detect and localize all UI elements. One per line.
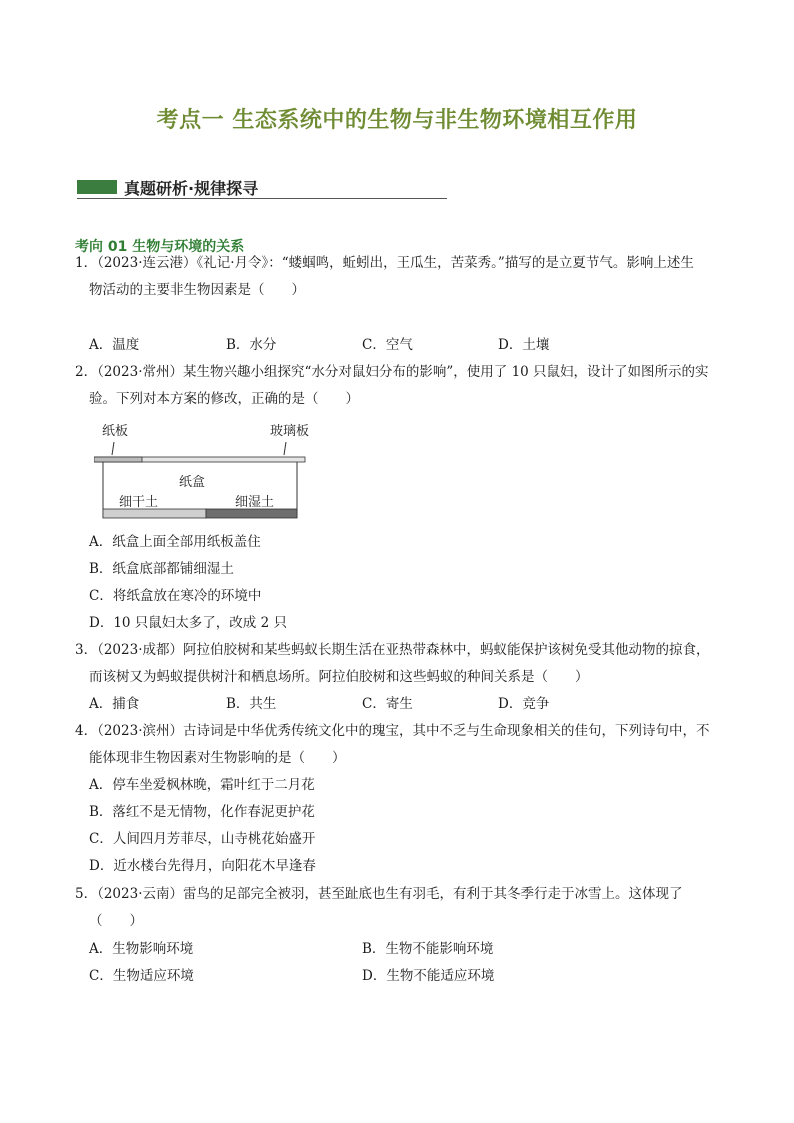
question-3-option-a: A．捕食 — [89, 696, 140, 712]
question-5-option-a: A．生物影响环境 — [89, 941, 194, 957]
question-2-option-a: A．纸盒上面全部用纸板盖住 — [89, 534, 261, 550]
question-5-option-d: D．生物不能适应环境 — [362, 968, 495, 984]
question-3-line-1: 3．（2023·成都）阿拉伯胶树和某些蚂蚁长期生活在亚热带森林中，蚂蚁能保护该树免受其他动物的掠食， — [75, 642, 710, 658]
question-1-option-b: B．水分 — [226, 337, 277, 353]
page-title: 考点一 生态系统中的生物与非生物环境相互作用 — [156, 108, 638, 133]
question-5-line-2: （ ） — [89, 913, 143, 929]
question-2-line-1: 2．（2023·常州）某生物兴趣小组探究“水分对鼠妇分布的影响”，使用了 10 只鼠妇，设计了如图所示的实 — [75, 364, 709, 380]
question-5-line-1: 5．（2023·云南）雷鸟的足部完全被羽，甚至趾底也生有羽毛，有利于其冬季行走于冰雪上。这体现了 — [75, 886, 683, 902]
paper-cover — [94, 457, 142, 462]
experiment-figure — [94, 420, 314, 522]
question-3-option-b: B．共生 — [226, 696, 277, 712]
section-title: 真题研析·规律探寻 — [124, 179, 259, 198]
question-3-option-c: C．寄生 — [362, 696, 413, 712]
question-1-option-d: D．土壤 — [498, 337, 550, 353]
label-box: 纸盒 — [179, 475, 206, 490]
question-3-option-d: D．竞争 — [498, 696, 550, 712]
question-1-line-2: 物活动的主要非生物因素是（ ） — [89, 282, 305, 298]
label-paper-board: 纸板 — [102, 424, 129, 439]
question-2-option-b: B．纸盒底部都铺细湿土 — [89, 561, 234, 577]
question-2-line-2: 验。下列对本方案的修改，正确的是（ ） — [89, 391, 359, 407]
question-1-line-1: 1．（2023·连云港）《礼记·月令》：“蝼蝈鸣，蚯蚓出，王瓜生，苦菜秀。”描写的是立夏节气。影响上述生 — [75, 255, 694, 271]
question-2-option-c: C．将纸盒放在寒冷的环境中 — [89, 588, 262, 604]
question-4-line-2: 能体现非生物因素对生物影响的是（ ） — [89, 750, 346, 766]
label-dry-soil: 细干土 — [119, 495, 159, 510]
label-glass-board: 玻璃板 — [270, 424, 310, 439]
question-2-option-d: D．10 只鼠妇太多了，改成 2 只 — [89, 615, 287, 631]
label-wet-soil: 细湿土 — [235, 495, 275, 510]
subsection-title: 考向 01 生物与环境的关系 — [75, 239, 245, 255]
question-5-option-c: C．生物适应环境 — [89, 968, 194, 984]
section-header — [77, 176, 447, 200]
paper-pointer-line — [112, 442, 114, 455]
question-4-option-d: D．近水楼台先得月，向阳花木早逢春 — [89, 858, 316, 874]
section-divider — [77, 198, 447, 199]
question-4-line-1: 4．（2023·滨州）古诗词是中华优秀传统文化中的瑰宝，其中不乏与生命现象相关的佳句，下列诗句中，不 — [75, 723, 710, 739]
question-4-option-b: B．落红不是无情物，化作春泥更护花 — [89, 804, 315, 820]
glass-pointer-line — [284, 442, 286, 455]
question-1-option-a: A．温度 — [89, 337, 140, 353]
question-4-option-c: C．人间四月芳菲尽，山寺桃花始盛开 — [89, 831, 316, 847]
question-1-option-c: C．空气 — [362, 337, 413, 353]
question-5-option-b: B．生物不能影响环境 — [362, 941, 494, 957]
dry-soil — [103, 509, 206, 518]
question-3-line-2: 而该树又为蚂蚁提供树汁和栖息场所。阿拉伯胶树和这些蚂蚁的种间关系是（ ） — [89, 669, 589, 685]
wet-soil — [206, 509, 297, 518]
question-4-option-a: A．停车坐爱枫林晚，霜叶红于二月花 — [89, 777, 315, 793]
section-marker — [77, 180, 117, 194]
